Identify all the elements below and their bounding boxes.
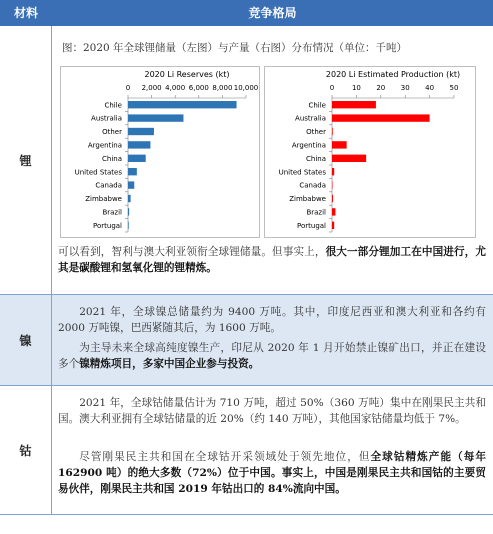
category-label: Portugal [297,221,326,230]
material-cobalt: 钴 [0,386,52,514]
bar-canada [128,181,134,188]
bar-united-states [332,168,334,175]
chart-title: 2020 Li Reserves (kt) [144,70,230,79]
x-tick-label: 0 [125,84,131,92]
category-label: Zimbabwe [289,195,326,204]
lithium-paragraph: 可以看到，智利与澳大利亚领衔全球锂储量。但事实上，很大一部分锂加工在中国进行，尤其是碳酸锂和氢氧化锂的锂精炼。 [58,246,487,274]
x-tick-label: 2,000 [141,84,162,92]
category-label: Canada [299,181,326,190]
category-label: Chile [308,101,326,110]
bar-portugal [128,222,129,229]
nickel-paragraph-2: 为主导未来全球高纯度镍生产，印尼从 2020 年 1 月开始禁止镍矿出口，并正在建设多个镍精炼项目，多家中国企业参与投资。 [58,342,486,370]
material-nickel: 镍 [0,295,52,385]
bar-other [332,128,333,135]
x-tick-label: 8,000 [212,84,233,92]
x-tick-label: 10 [351,84,361,92]
x-tick-label: 50 [449,84,459,92]
category-label: Canada [95,181,122,190]
header-competition: 竞争格局 [248,6,297,20]
category-label: Australia [91,114,122,123]
bar-chile [128,101,237,108]
bar-other [128,128,154,135]
chart-frame [61,67,260,238]
bar-zimbabwe [128,195,131,202]
nickel-content [52,295,493,385]
header-material: 材料 [13,6,38,20]
bar-brazil [128,208,129,215]
category-label: Other [306,128,326,137]
lithium-content [52,26,493,294]
cobalt-paragraph-1: 2021 年，全球钴储量估计为 710 万吨，超过 50%（360 万吨）集中在刚果民主共和国。澳大利亚拥有全球钴储量的近 20%（约 140 万吨），其他国家钴储量均低于 7%。 [58,397,486,425]
bar-chile [332,101,376,108]
bar-zimbabwe [332,195,333,202]
category-label: Portugal [93,221,122,230]
category-label: Brazil [102,208,122,217]
reserves-chart [60,66,260,238]
bar-portugal [332,222,334,229]
x-tick-label: 6,000 [188,84,209,92]
bar-australia [128,114,183,121]
category-label: Brazil [306,208,326,217]
category-label: Other [102,128,122,137]
category-label: Zimbabwe [85,195,122,204]
x-tick-label: 20 [376,84,386,92]
x-tick-label: 0 [329,84,335,92]
bar-argentina [332,141,347,148]
production-chart [264,66,476,238]
table-header [0,0,493,26]
row-nickel [0,295,493,386]
chart-title: 2020 Li Estimated Production (kt) [325,70,461,79]
bar-china [128,155,146,162]
cobalt-content [52,386,493,514]
x-tick-label: 30 [400,84,410,92]
category-label: China [306,154,326,163]
x-tick-label: 4,000 [165,84,186,92]
row-cobalt [0,386,493,515]
bar-united-states [128,168,137,175]
bar-argentina [128,141,150,148]
cobalt-paragraph-2: 尽管刚果民主共和国在全球钴开采领域处于领先地位，但全球钴精炼产能（每年 162900 吨）的绝大多数（72%）位于中国。事实上，中国是刚果民主共和国钴的主要贸易伙伴，刚果民主共和国 2019 年钴出口的 84%流向中国。 [58,451,487,495]
nickel-paragraph-1: 2021 年，全球镍总储量约为 9400 万吨。其中，印度尼西亚和澳大利亚和各约有 2000 万吨镍，巴西紧随其后，为 1600 万吨。 [58,306,486,334]
category-label: Australia [295,114,326,123]
chart-frame [265,67,476,238]
material-lithium: 锂 [0,26,52,294]
category-label: Argentina [87,141,122,150]
bar-brazil [332,208,335,215]
category-label: United States [278,168,326,177]
x-tick-label: 40 [425,84,435,92]
figure-caption: 图：2020 年全球锂储量（左图）与产量（右图）分布情况（单位：千吨） [62,42,408,54]
row-lithium [0,26,493,295]
category-label: Argentina [291,141,326,150]
category-label: China [102,154,122,163]
category-label: United States [74,168,122,177]
x-tick-label: 10,000 [233,84,259,92]
category-label: Chile [104,101,122,110]
bar-australia [332,114,430,121]
bar-china [332,155,366,162]
